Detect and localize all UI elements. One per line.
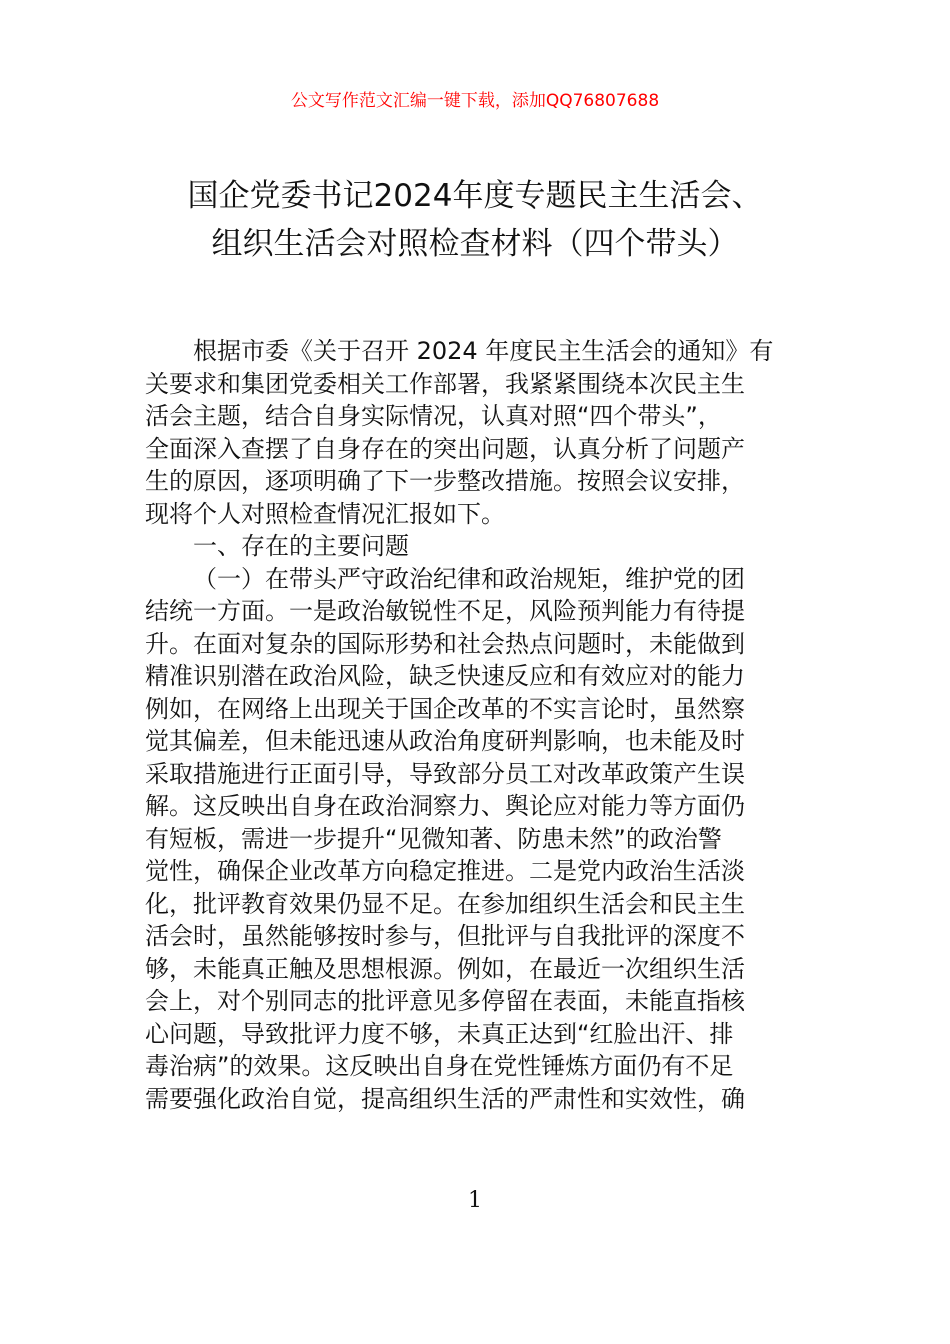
body-line: 例如，在网络上出现关于国企改革的不实言论时，虽然察 [145, 694, 745, 723]
body-line: 精准识别潜在政治风险，缺乏快速反应和有效应对的能力 [145, 662, 745, 690]
section-heading: 一、存在的主要问题 [193, 532, 409, 560]
body-line: 觉其偏差，但未能迅速从政治角度研判影响，也未能及时 [145, 727, 745, 755]
download-promo-note: 公文写作范文汇编一键下载，添加QQ76807688 [290, 91, 660, 111]
body-line: 关要求和集团党委相关工作部署，我紧紧围绕本次民主生 [145, 369, 745, 398]
body-line: 会上，对个别同志的批评意见多停留在表面，未能直指核 [145, 987, 745, 1015]
body-line: 解。这反映出自身在政治洞察力、舆论应对能力等方面仍 [145, 792, 745, 820]
body-line: 生的原因，逐项明确了下一步整改措施。按照会议安排， [145, 467, 745, 495]
body-line: 升。在面对复杂的国际形势和社会热点问题时，未能做到 [145, 629, 745, 658]
body-line: 觉性，确保企业改革方向稳定推进。二是党内政治生活淡 [145, 857, 745, 885]
document-title-line-2: 组织生活会对照检查材料（四个带头） [211, 226, 739, 262]
document-body [145, 335, 805, 1115]
body-line: 心问题，导致批评力度不够，未真正达到“红脸出汗、排 [145, 1019, 734, 1048]
body-line: 够，未能真正触及思想根源。例如，在最近一次组织生活 [145, 954, 745, 983]
document-title-line-1: 国企党委书记2024年度专题民主生活会、 [187, 178, 763, 214]
body-line: 需要强化政治自觉，提高组织生活的严肃性和实效性，确 [145, 1084, 745, 1113]
body-line: 全面深入查摆了自身存在的突出问题，认真分析了问题产 [145, 434, 745, 463]
body-line: （一）在带头严守政治纪律和政治规矩，维护党的团 [193, 564, 745, 593]
body-line: 根据市委《关于召开 2024 年度民主生活会的通知》有 [193, 337, 774, 365]
body-line: 采取措施进行正面引导，导致部分员工对改革政策产生误 [145, 759, 745, 788]
body-line: 结统一方面。一是政治敏锐性不足，风险预判能力有待提 [145, 597, 745, 625]
body-line: 化，批评教育效果仍显不足。在参加组织生活会和民主生 [145, 889, 745, 918]
body-line: 有短板，需进一步提升“见微知著、防患未然”的政治警 [145, 824, 722, 853]
body-line: 活会时，虽然能够按时参与，但批评与自我批评的深度不 [145, 922, 745, 950]
body-line: 毒治病”的效果。这反映出自身在党性锤炼方面仍有不足 [145, 1052, 734, 1080]
body-line: 现将个人对照检查情况汇报如下。 [145, 499, 505, 528]
page-number: 1 [468, 1188, 482, 1213]
body-line: 活会主题，结合自身实际情况，认真对照“四个带头”， [145, 402, 722, 430]
